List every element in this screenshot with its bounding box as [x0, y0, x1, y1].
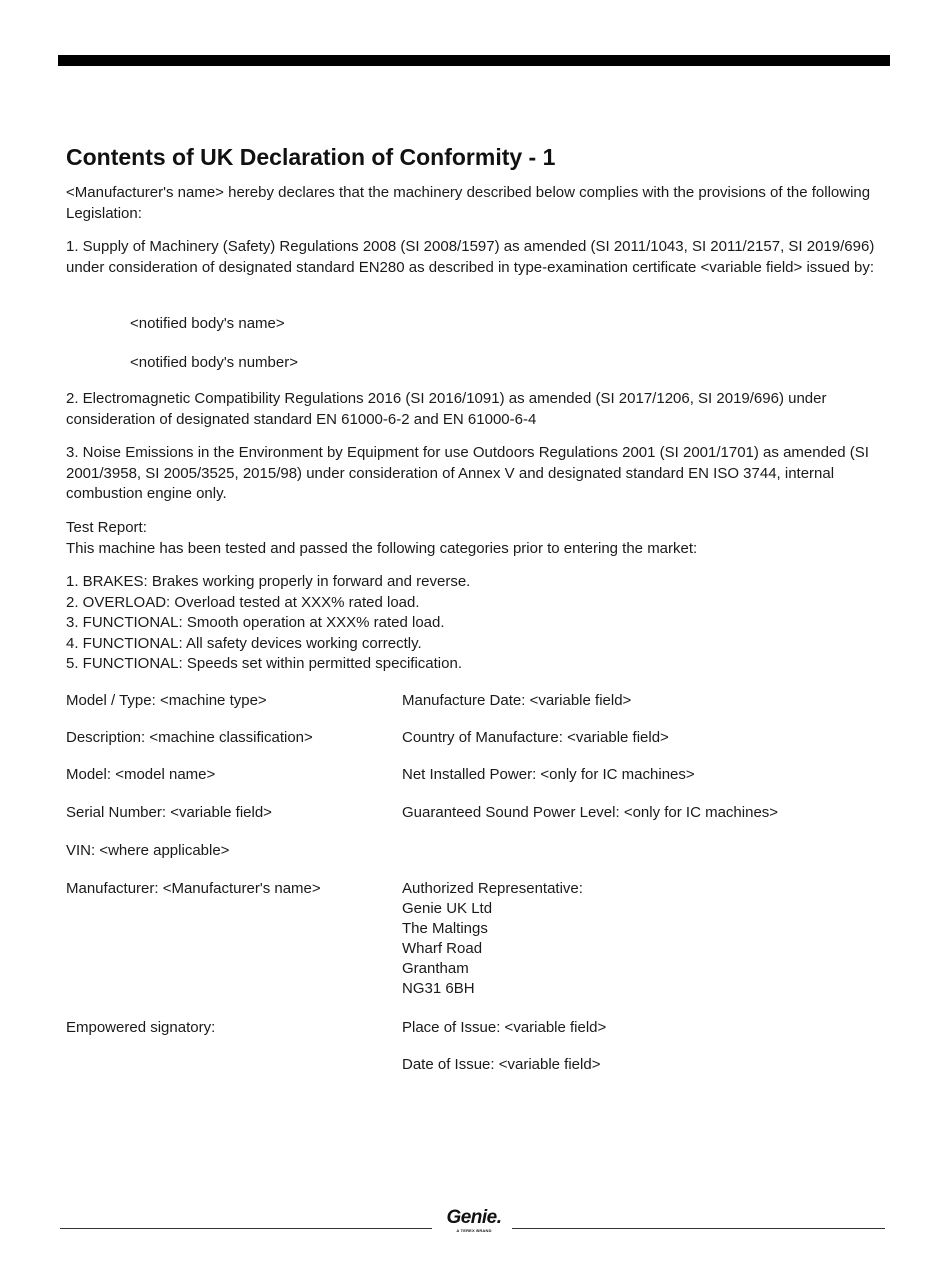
address-line: Wharf Road [402, 940, 483, 957]
list-item: 3. FUNCTIONAL: Smooth operation at XXX% rated load. [66, 614, 445, 631]
logo-tagline: A TEREX BRAND [456, 1228, 492, 1233]
legislation-item-3: 3. Noise Emissions in the Environment by Equipment for use Outdoors Regulations 2001 (SI 2001/1701) as amended (SI 2001/3958, SI 2005/3525, 2015/98) under consideration of Annex V and designated standard EN ISO 3744, internal combustion engine only. [66, 444, 869, 502]
legislation-item-2: 2. Electromagnetic Compatibility Regulations 2016 (SI 2016/1091) as amended (SI 2017/1206, SI 2019/696) under consideration of designated standard EN 61000-6-2 and EN 61000-6-4 [66, 390, 827, 428]
description-field: Description: <machine classification> [66, 729, 313, 746]
test-report-intro: This machine has been tested and passed the following categories prior to entering the market: [66, 540, 698, 557]
list-item: 5. FUNCTIONAL: Speeds set within permitted specification. [66, 655, 462, 672]
manufacturer-field: Manufacturer: <Manufacturer's name> [66, 880, 321, 897]
page-title: Contents of UK Declaration of Conformity - 1 [66, 144, 556, 170]
manufacture-date-field: Manufacture Date: <variable field> [402, 692, 632, 709]
vin-field: VIN: <where applicable> [66, 842, 230, 859]
place-of-issue-field: Place of Issue: <variable field> [402, 1019, 607, 1036]
date-of-issue-field: Date of Issue: <variable field> [402, 1056, 601, 1073]
test-report-list [66, 572, 470, 675]
intro-paragraph: <Manufacturer's name> hereby declares that the machinery described below complies with the provisions of the following Legislation: [66, 184, 871, 222]
list-item: 1. BRAKES: Brakes working properly in forward and reverse. [66, 573, 471, 590]
address-line: Authorized Representative: [402, 880, 583, 897]
logo-wordmark: Genie. [446, 1207, 502, 1228]
notified-body-name: <notified body's name> [130, 315, 285, 332]
net-power-field: Net Installed Power: <only for IC machines> [402, 766, 695, 783]
address-line: Grantham [402, 960, 469, 977]
address-line: The Maltings [402, 920, 488, 937]
list-item: 2. OVERLOAD: Overload tested at XXX% rated load. [66, 593, 420, 611]
authorized-representative [402, 879, 583, 999]
address-line: Genie UK Ltd [402, 900, 493, 917]
genie-logo [438, 1208, 510, 1233]
model-field: Model: <model name> [66, 766, 216, 783]
notified-body-number: <notified body's number> [130, 354, 298, 371]
model-type-field: Model / Type: <machine type> [66, 692, 267, 709]
footer-rule-left [60, 1228, 432, 1229]
legislation-item-1: 1. Supply of Machinery (Safety) Regulations 2008 (SI 2008/1597) as amended (SI 2011/1043, SI 2011/2157, SI 2019/696) under consideration of designated standard EN280 as described in type-examination certificate <variable field> issued by: [66, 238, 875, 276]
serial-number-field: Serial Number: <variable field> [66, 804, 272, 821]
list-item: 4. FUNCTIONAL: All safety devices working correctly. [66, 634, 422, 652]
sound-power-field: Guaranteed Sound Power Level: <only for IC machines> [402, 804, 779, 821]
header-rule [58, 55, 890, 66]
country-field: Country of Manufacture: <variable field> [402, 729, 669, 746]
signatory-field: Empowered signatory: [66, 1019, 216, 1036]
address-line: NG31 6BH [402, 980, 475, 997]
test-report-heading: Test Report: [66, 519, 147, 536]
footer-rule-right [512, 1228, 885, 1229]
